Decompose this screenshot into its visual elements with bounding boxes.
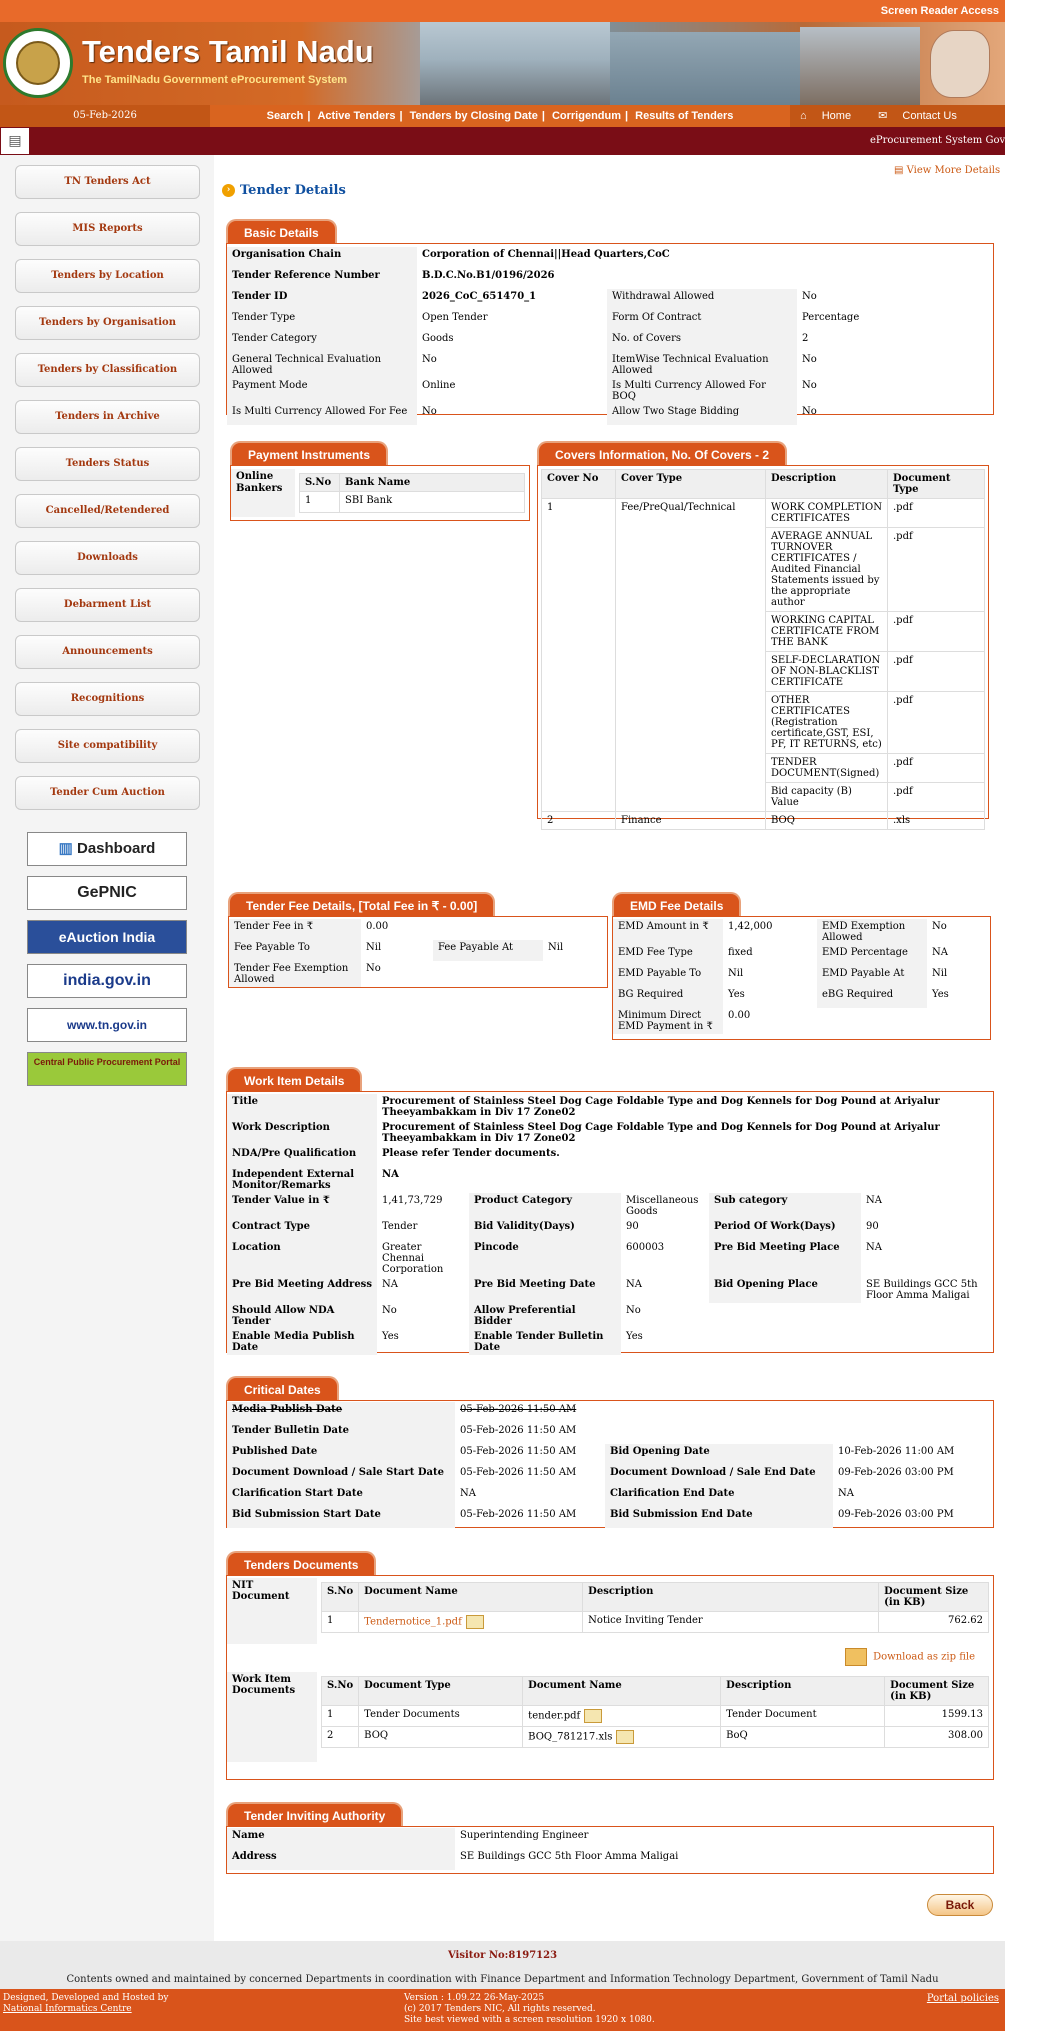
print-icon: ▤ [894, 165, 907, 176]
table-row: Tender Fee in ₹ 0.00 [229, 919, 607, 940]
nav-search[interactable]: Search [266, 110, 304, 122]
best-viewed-text: Site best viewed with a screen resolution 1920 x 1080. [404, 2015, 655, 2025]
sidebar-item-tenders-in-archive[interactable]: Tenders in Archive [15, 400, 200, 434]
mail-icon: ✉ [878, 110, 888, 122]
top-bar [0, 0, 1005, 22]
table-row: Work Description Procurement of Stainless Steel Dog Cage Foldable Type and Dog Kennels for Dog Pound at Ariyalur Theeyambakkam in Div 17 Zone02 [227, 1120, 993, 1146]
table-row: Tender Value in ₹ 1,41,73,729 Product Category Miscellaneous Goods Sub category NA [227, 1193, 993, 1219]
site-subtitle: The TamilNadu Government eProcurement System [82, 74, 348, 86]
covers-information-panel: Cover No Cover Type Description Document Type 1 Fee/PreQual/Technical WORK COMPLETION CERTIFICATES .pdf AVERAGE ANNUAL TURNOVER CERTIFICATES / Audited Financial Statements issued by the appropriate author .pdf WORKING CAPITAL CERTIFICATE FROM THE BANK .pdf SELF-DECLARATION OF NON-BLACKLIST CERTIFICATE .pdf OTHER CERTIFICATES (Registration certificate,GST, ESI, PF, IT RETURNS, etc) .pdf TENDER DOCUMENT(Signed) .pdf Bid capacity (B) Value .pdf 2 Finance BOQ .xls [537, 465, 989, 819]
table-row: 1 Tender Documents tender.pdf Tender Document 1599.13 [322, 1706, 989, 1727]
table-row: Title Procurement of Stainless Steel Dog Cage Foldable Type and Dog Kennels for Dog Pound at Ariyalur Theeyambakkam in Div 17 Zone02 [227, 1094, 993, 1120]
table-row: Independent External Monitor/Remarks NA [227, 1167, 993, 1193]
table-row: Clarification Start Date NA Clarification End Date NA [227, 1486, 993, 1507]
table-row: Should Allow NDA Tender No Allow Preferential Bidder No [227, 1303, 993, 1329]
designed-by-text: Designed, Developed and Hosted by [3, 1993, 169, 2003]
tender-inviting-authority-panel [226, 1826, 994, 1874]
table-row: Is Multi Currency Allowed For Fee No Allow Two Stage Bidding No [227, 404, 993, 425]
table-row: Tender Reference Number B.D.C.No.B1/0196/2026 [227, 268, 993, 289]
table-row: General Technical Evaluation Allowed No ItemWise Technical Evaluation Allowed No [227, 352, 993, 378]
basic-details-panel [226, 243, 994, 415]
nav-tenders-by-closing-date[interactable]: Tenders by Closing Date [409, 110, 538, 122]
table-row: Contract Type Tender Bid Validity(Days) 90 Period Of Work(Days) 90 [227, 1219, 993, 1240]
sidebar-item-site-compatibility[interactable]: Site compatibility [15, 729, 200, 763]
table-row: Location Greater Chennai Corporation Pincode 600003 Pre Bid Meeting Place NA [227, 1240, 993, 1277]
tender-pdf-link[interactable]: tender.pdf [528, 1710, 581, 1722]
table-row: Name Superintending Engineer [227, 1828, 993, 1849]
banner-photo-dam [610, 32, 800, 105]
section-tab-work-item-details: Work Item Details [226, 1067, 362, 1091]
certificate-icon [584, 1709, 602, 1723]
contact-us-link[interactable]: ✉ Contact Us [878, 110, 957, 122]
work-item-panel [226, 1091, 994, 1353]
online-bankers-label: Online Bankers [231, 469, 295, 517]
tenders-documents-panel: NIT Document S.No Document Name Description Document Size (in KB) 1 Tendernotice_1.pdf Notice Inviting Tender 762.62 Download as zip file Work Item Documents S.No Document Type Document Name Description Document Size (in KB) 1 Tender Documents tender.pdf Tender Document 1599.13 2 BOQ BOQ_781217.xls BoQ 308.00 [226, 1575, 994, 1780]
news-ticker [0, 127, 1038, 155]
table-row: Minimum Direct EMD Payment in ₹ 0.00 [613, 1008, 990, 1034]
section-tab-tender-fee: Tender Fee Details, [Total Fee in ₹ - 0.00] [228, 892, 495, 916]
tn-gov-link[interactable]: www.tn.gov.in [27, 1008, 187, 1042]
table-row: WORKING CAPITAL CERTIFICATE FROM THE BANK .pdf [542, 612, 985, 652]
table-row: Tender Category Goods No. of Covers 2 [227, 331, 993, 352]
sidebar-item-announcements[interactable]: Announcements [15, 635, 200, 669]
sidebar-item-recognitions[interactable]: Recognitions [15, 682, 200, 716]
ownership-note: Contents owned and maintained by concerned Departments in coordination with Finance Department and Information Technology Department, Government of Tamil Nadu [0, 1971, 1005, 1989]
table-row: AVERAGE ANNUAL TURNOVER CERTIFICATES / Audited Financial Statements issued by the appropriate author .pdf [542, 528, 985, 612]
dashboard-portal-link[interactable]: ▥ Dashboard [27, 832, 187, 866]
nit-document-label: NIT Document [227, 1578, 317, 1644]
table-row: 2 BOQ BOQ_781217.xls BoQ 308.00 [322, 1727, 989, 1748]
table-row: Organisation Chain Corporation of Chennai||Head Quarters,CoC [227, 247, 993, 268]
visitor-counter: Visitor No:8197123 [0, 1941, 1005, 1971]
nav-corrigendum[interactable]: Corrigendum [551, 110, 622, 122]
page-title: › Tender Details [222, 183, 346, 198]
cppp-link[interactable]: Central Public Procurement Portal [27, 1052, 187, 1086]
sidebar-item-tn-tenders-act[interactable]: TN Tenders Act [15, 165, 200, 199]
table-row: Fee Payable To Nil Fee Payable At Nil [229, 940, 607, 961]
tn-map-icon [930, 30, 990, 98]
table-row: SELF-DECLARATION OF NON-BLACKLIST CERTIFICATE .pdf [542, 652, 985, 692]
view-more-details-link[interactable]: ▤ View More Details [894, 165, 1001, 176]
banner-photo-road [420, 22, 610, 105]
tn-emblem-logo [3, 28, 73, 98]
table-row: Tender ID 2026_CoC_651470_1 Withdrawal Allowed No [227, 289, 993, 310]
table-row: EMD Amount in ₹ 1,42,000 EMD Exemption Allowed No [613, 919, 990, 945]
table-row: EMD Payable To Nil EMD Payable At Nil [613, 966, 990, 987]
nit-document-link[interactable]: Tendernotice_1.pdf [364, 1616, 462, 1628]
current-date: 05-Feb-2026 [0, 105, 210, 127]
sidebar-item-tenders-by-location[interactable]: Tenders by Location [15, 259, 200, 293]
section-tab-tender-inviting-authority: Tender Inviting Authority [226, 1802, 403, 1826]
nav-active-tenders[interactable]: Active Tenders [317, 110, 396, 122]
table-row: Tender Fee Exemption Allowed No [229, 961, 607, 987]
india-gov-link[interactable]: india.gov.in [27, 964, 187, 998]
version-text: Version : 1.09.22 26-May-2025 [404, 1993, 545, 2003]
site-title: Tenders Tamil Nadu [82, 34, 374, 69]
main-nav [0, 105, 1005, 127]
critical-dates-panel [226, 1400, 994, 1528]
home-link[interactable]: ⌂ Home [800, 110, 852, 122]
sidebar-item-cancelled-retendered[interactable]: Cancelled/Retendered [15, 494, 200, 528]
eauction-india-link[interactable]: eAuction India [27, 920, 187, 954]
certificate-icon [466, 1615, 484, 1629]
banner-photo-building [800, 27, 920, 105]
table-row: Payment Mode Online Is Multi Currency Allowed For BOQ No [227, 378, 993, 404]
table-row: Published Date 05-Feb-2026 11:50 AM Bid Opening Date 10-Feb-2026 11:00 AM [227, 1444, 993, 1465]
zip-icon [845, 1648, 867, 1666]
section-tab-basic-details: Basic Details [226, 219, 337, 243]
table-row: Bid capacity (B) Value .pdf [542, 783, 985, 812]
table-row: OTHER CERTIFICATES (Registration certificate,GST, ESI, PF, IT RETURNS, etc) .pdf [542, 692, 985, 754]
sidebar-item-mis-reports[interactable]: MIS Reports [15, 212, 200, 246]
table-row: Bid Submission Start Date 05-Feb-2026 11:50 AM Bid Submission End Date 09-Feb-2026 03:00 PM [227, 1507, 993, 1528]
table-row: Tender Bulletin Date 05-Feb-2026 11:50 AM [227, 1423, 993, 1444]
certificate-icon [616, 1730, 634, 1744]
header-banner [0, 22, 1005, 105]
table-row: 1 Tendernotice_1.pdf Notice Inviting Tender 762.62 [322, 1612, 989, 1633]
table-row: Address SE Buildings GCC 5th Floor Amma Maligai [227, 1849, 993, 1870]
section-tab-critical-dates: Critical Dates [226, 1376, 339, 1400]
section-tab-emd-fee: EMD Fee Details [612, 892, 741, 916]
tender-fee-panel [228, 916, 608, 988]
page-footer [0, 1989, 1005, 2031]
gepnic-portal-link[interactable]: GePNIC [27, 876, 187, 910]
table-row: Document Download / Sale Start Date 05-Feb-2026 11:50 AM Document Download / Sale End Date 09-Feb-2026 03:00 PM [227, 1465, 993, 1486]
boq-xls-link[interactable]: BOQ_781217.xls [528, 1731, 613, 1743]
sidebar-item-tenders-by-classification[interactable]: Tenders by Classification [15, 353, 200, 387]
table-row: EMD Fee Type fixed EMD Percentage NA [613, 945, 990, 966]
screen-reader-link[interactable]: Screen Reader Access [880, 5, 999, 17]
back-button[interactable]: Back [927, 1894, 993, 1916]
sidebar-item-tenders-by-organisation[interactable]: Tenders by Organisation [15, 306, 200, 340]
sidebar-item-tenders-status[interactable]: Tenders Status [15, 447, 200, 481]
table-row: 1 SBI Bank [300, 492, 525, 513]
table-row: Tender Type Open Tender Form Of Contract Percentage [227, 310, 993, 331]
work-item-documents-label: Work Item Documents [227, 1672, 317, 1762]
nav-results-of-tenders[interactable]: Results of Tenders [635, 110, 734, 122]
sidebar-item-tender-cum-auction[interactable]: Tender Cum Auction [15, 776, 200, 810]
table-row: TENDER DOCUMENT(Signed) .pdf [542, 754, 985, 783]
table-row: Pre Bid Meeting Address NA Pre Bid Meeting Date NA Bid Opening Place SE Buildings GCC 5th Floor Amma Maligai [227, 1277, 993, 1303]
section-tab-covers-information: Covers Information, No. Of Covers - 2 [537, 441, 787, 465]
table-row: 1 Fee/PreQual/Technical WORK COMPLETION CERTIFICATES .pdf [542, 499, 985, 528]
sidebar-item-debarment-list[interactable]: Debarment List [15, 588, 200, 622]
table-row: Media Publish Date 05-Feb-2026 11:50 AM [227, 1402, 993, 1423]
home-icon: ⌂ [800, 110, 807, 122]
payment-instruments-panel: Online Bankers S.No Bank Name 1 SBI Bank [230, 465, 530, 521]
nav-right [790, 105, 1005, 127]
section-tab-tenders-documents: Tenders Documents [226, 1551, 376, 1575]
chart-icon: ▥ [58, 840, 77, 857]
emd-fee-panel [612, 916, 991, 1040]
download-zip-link[interactable]: Download as zip file [845, 1648, 975, 1666]
arrow-icon: › [222, 184, 235, 197]
sidebar-item-downloads[interactable]: Downloads [15, 541, 200, 575]
nic-link[interactable]: National Informatics Centre [3, 2004, 132, 2014]
section-tab-payment-instruments: Payment Instruments [230, 441, 388, 465]
table-row: NDA/Pre Qualification Please refer Tender documents. [227, 1146, 993, 1167]
copyright-text: (c) 2017 Tenders NIC, All rights reserved. [404, 2004, 596, 2014]
portal-policies-link[interactable]: Portal policies [926, 1993, 999, 2004]
document-icon: ▤ [0, 127, 30, 155]
table-row: Enable Media Publish Date Yes Enable Tender Bulletin Date Yes [227, 1329, 993, 1355]
table-row: BG Required Yes eBG Required Yes [613, 987, 990, 1008]
nav-links: Search | Active Tenders | Tenders by Closing Date | Corrigendum | Results of Tenders [266, 110, 734, 122]
ticker-text: eProcurement System Governme [870, 135, 1038, 146]
table-row: 2 Finance BOQ .xls [542, 812, 985, 830]
